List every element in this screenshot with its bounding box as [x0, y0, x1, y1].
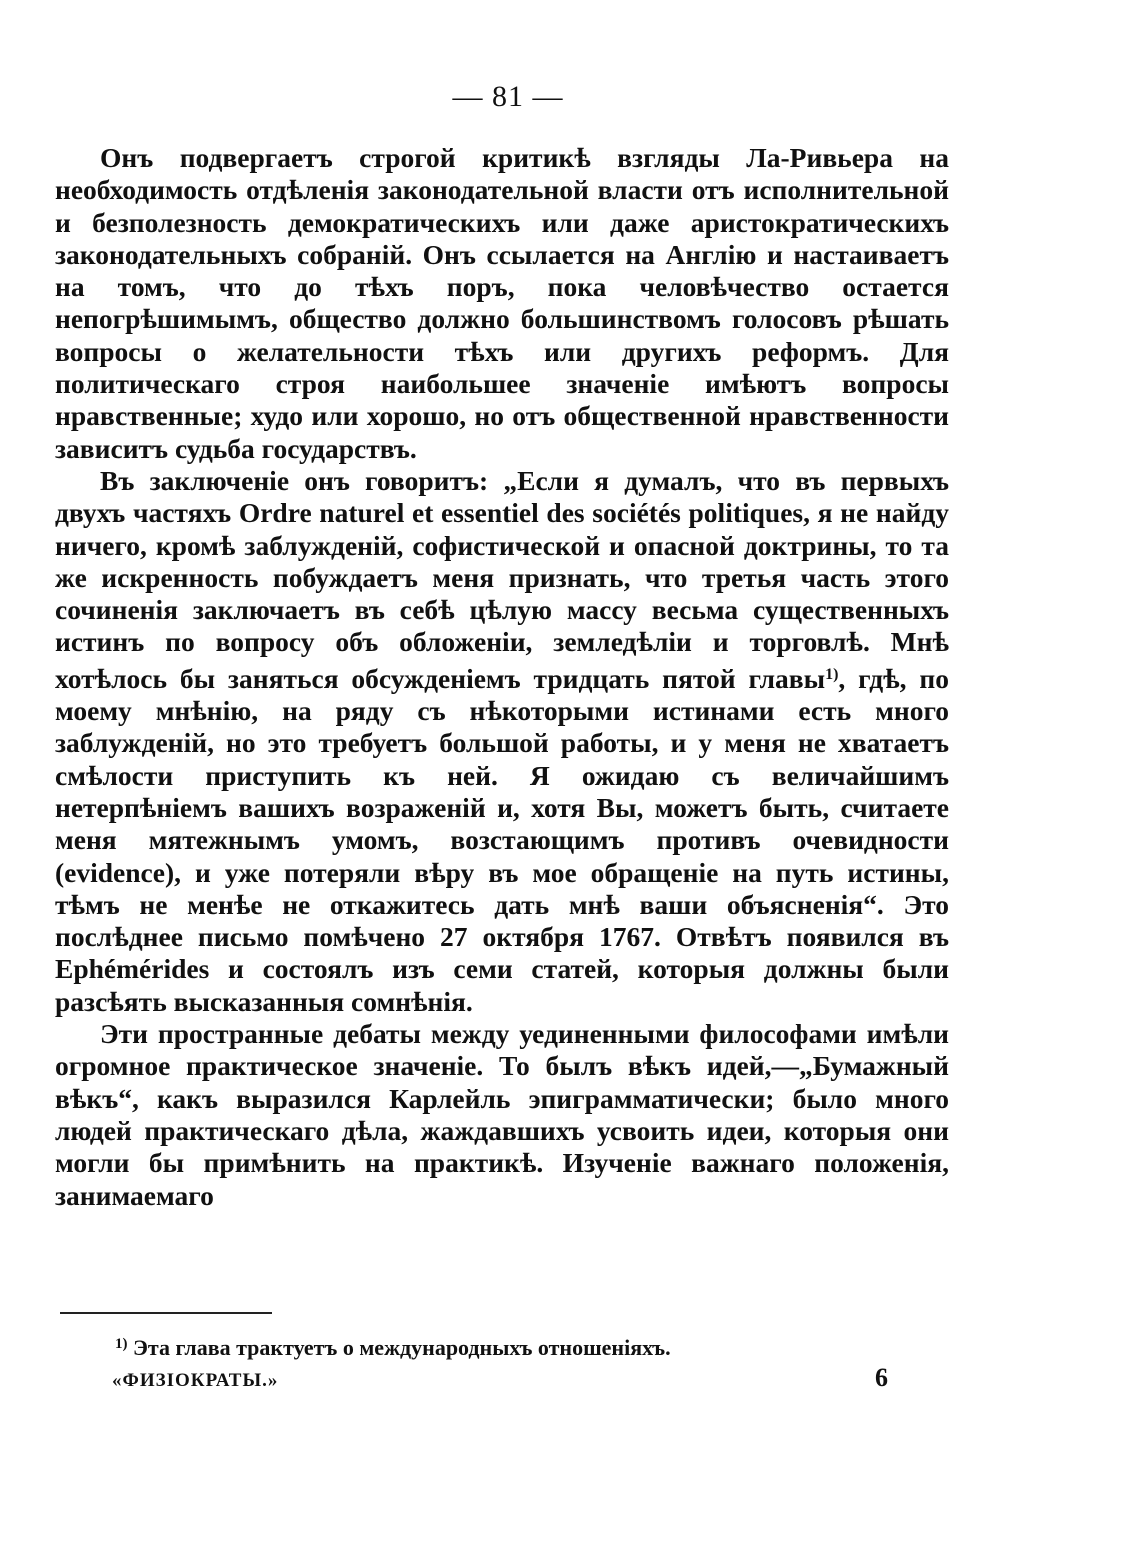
footnote-text: Эта глава трактуетъ о международныхъ отношеніяхъ.	[133, 1335, 671, 1360]
paragraph-3: Эти пространные дебаты между уединенными философами имѣли огромное практическое значеніе. То былъ вѣкъ идей,—„Бумажный вѣкъ“, какъ выразился Карлейль эпиграмматически; было много людей практическаго дѣла, жаждавшихъ усвоить идеи, которыя они могли бы примѣнить на практикѣ. Изученіе важнаго положенія, занимаемаго	[55, 1018, 949, 1211]
footnote	[115, 1335, 935, 1361]
sheet-number: 6	[875, 1363, 888, 1392]
page-number: — 81 —	[452, 80, 564, 113]
paragraph-2-text-after-ref: , гдѣ, по моему мнѣнію, на ряду съ нѣкоторыми истинами есть много заблужденій, но это требуетъ большой работы, и у меня не хватаетъ смѣлости приступить къ ней. Я ожидаю съ величайшимъ нетерпѣніемъ вашихъ возраженій и, хотя Вы, можетъ быть, считаете меня мятежнымъ умомъ, возстающимъ противъ очевидности (evidence), и уже потеряли вѣру въ мое обращеніе на путь истины, тѣмъ не менѣе не откажитесь дать мнѣ ваши объясненія“. Это послѣднее письмо помѣчено 27 октября 1767. Отвѣтъ появился въ Ephémérides и состоялъ изъ семи статей, которыя должны были разсѣять высказанныя сомнѣнія.	[55, 662, 949, 1017]
footnote-marker: 1)	[115, 1336, 128, 1352]
signature-mark: «ФИЗІОКРАТЫ.»	[112, 1370, 279, 1391]
paragraph-2	[55, 465, 949, 1018]
paragraph-1: Онъ подвергаетъ строгой критикѣ взгляды Ла-Ривьера на необходимость отдѣленія законодательной власти отъ исполнительной и безполезность демократическихъ или даже аристократическихъ законодательныхъ собраній. Онъ ссылается на Англію и настаиваетъ на томъ, что до тѣхъ поръ, пока человѣчество остается непогрѣшимымъ, общество должно большинствомъ голосовъ рѣшать вопросы о желательности тѣхъ или другихъ реформъ. Для политическаго строя наибольшее значеніе имѣютъ вопросы нравственные; худо или хорошо, но отъ общественной нравственности зависитъ судьба государствъ.	[55, 142, 949, 464]
paragraph-2-text-before-ref: Въ заключеніе онъ говоритъ: „Если я думалъ, что въ первыхъ двухъ частяхъ Ordre naturel et essentiel des sociétés politiques, я не найду ничего, кромѣ заблужденій, софистической и опасной доктрины, то та же искренность побуждаетъ меня признать, что третья часть этого сочиненія заключаетъ въ себѣ цѣлую массу весьма существенныхъ истинъ по вопросу объ обложеніи, земледѣліи и торговлѣ. Мнѣ хотѣлось бы заняться обсужденіемъ тридцать пятой главы	[55, 464, 949, 694]
body-text	[55, 142, 949, 1212]
footnote-divider	[60, 1312, 272, 1314]
footnote-reference[interactable]: 1)	[825, 665, 839, 683]
